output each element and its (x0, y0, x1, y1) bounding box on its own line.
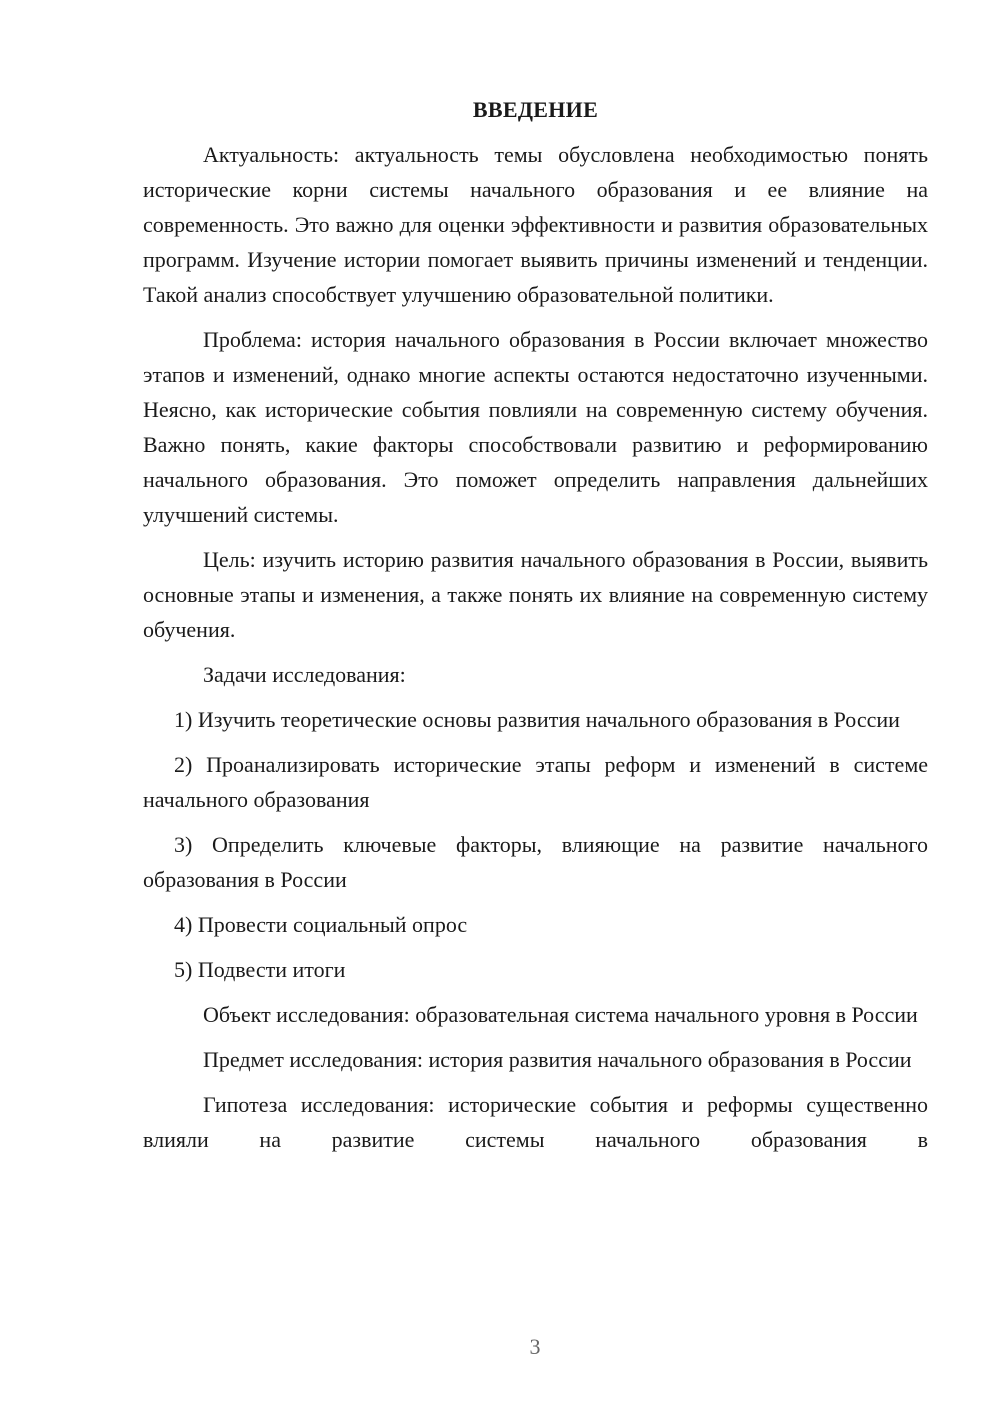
paragraph-subject: Предмет исследования: история развития начального образования в России (203, 1047, 912, 1072)
document-page (143, 92, 928, 1157)
paragraph-goal: Цель: изучить историю развития начального образования в России, выявить основные этапы и изменения, а также понять их влияние на современную систему обучения. (143, 547, 928, 642)
paragraph-problem: Проблема: история начального образования в России включает множество этапов и изменений, однако многие аспекты остаются недостаточно изученными. Неясно, как исторические события повлияли на современную систему обучения. Важно понять, какие факторы способствовали развитию и реформированию начального образования. Это поможет определить направления дальнейших улучшений системы. (143, 327, 928, 527)
list-item: 4) Провести социальный опрос (174, 912, 468, 937)
paragraph-hypothesis: Гипотеза исследования: исторические события и реформы существенно влияли на развитие системы начального образования в (143, 1092, 928, 1152)
list-item: 5) Подвести итоги (174, 957, 346, 982)
paragraph-object: Объект исследования: образовательная система начального уровня в России (203, 1002, 918, 1027)
paragraph-tasks-intro: Задачи исследования: (203, 662, 406, 687)
paragraph-relevance: Актуальность: актуальность темы обусловлена необходимостью понять исторические корни системы начального образования и ее влияние на современность. Это важно для оценки эффективности и развития образовательных программ. Изучение истории помогает выявить причины изменений и тенденции. Такой анализ способствует улучшению образовательной политики. (143, 142, 928, 307)
tasks-list (143, 702, 928, 987)
list-item: 1) Изучить теоретические основы развития начального образования в России (174, 707, 900, 732)
list-item: 3) Определить ключевые факторы, влияющие на развитие начального образования в России (143, 832, 928, 892)
page-number: 3 (529, 1334, 541, 1359)
list-item: 2) Проанализировать исторические этапы реформ и изменений в системе начального образования (143, 752, 928, 812)
section-heading: ВВЕДЕНИЕ (472, 97, 599, 122)
